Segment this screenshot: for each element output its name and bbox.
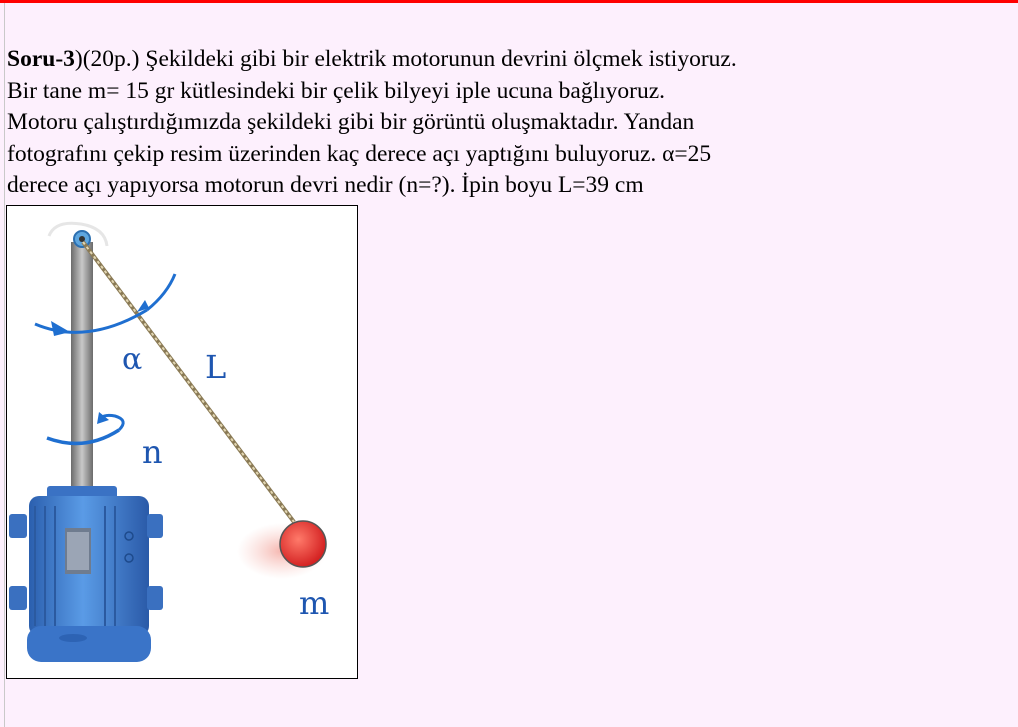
question-line-5: derece açı yapıyorsa motorun devri nedir (n=?). İpin boyu L=39 cm <box>7 172 644 198</box>
angle-arrow-left-icon <box>51 321 70 336</box>
label-L: L <box>205 348 227 386</box>
pendulum-figure <box>6 205 358 679</box>
question-number: Soru-3 <box>7 46 75 72</box>
left-rule <box>4 3 5 727</box>
question-line-1-rest: Şekildeki gibi bir elektrik motorunun devrini ölçmek istiyoruz. <box>139 46 737 72</box>
pivot-center-icon <box>79 236 85 242</box>
top-border <box>0 0 1018 3</box>
question-line-4: fotografını çekip resim üzerinden kaç derece açı yaptığını buluyoruz. α=25 <box>7 140 712 167</box>
question-line-3: Motoru çalıştırdığımızda şekildeki gibi bir görüntü oluşmaktadır. Yandan <box>7 109 695 135</box>
label-m: m <box>299 584 330 622</box>
label-alpha: α <box>122 342 143 377</box>
steel-ball-icon <box>280 521 326 567</box>
figure-svg <box>7 206 357 678</box>
question-text <box>7 44 1007 202</box>
question-line-2: Bir tane m= 15 gr kütlesindeki bir çelik bilyeyi iple ucuna bağlıyoruz. <box>7 77 666 104</box>
angle-arc-icon <box>35 274 175 332</box>
question-line-1 <box>7 44 1007 76</box>
motor-shaft <box>71 242 93 504</box>
label-n: n <box>142 433 163 471</box>
question-points: )(20p.) <box>74 46 140 72</box>
motor-illustration <box>9 486 163 662</box>
